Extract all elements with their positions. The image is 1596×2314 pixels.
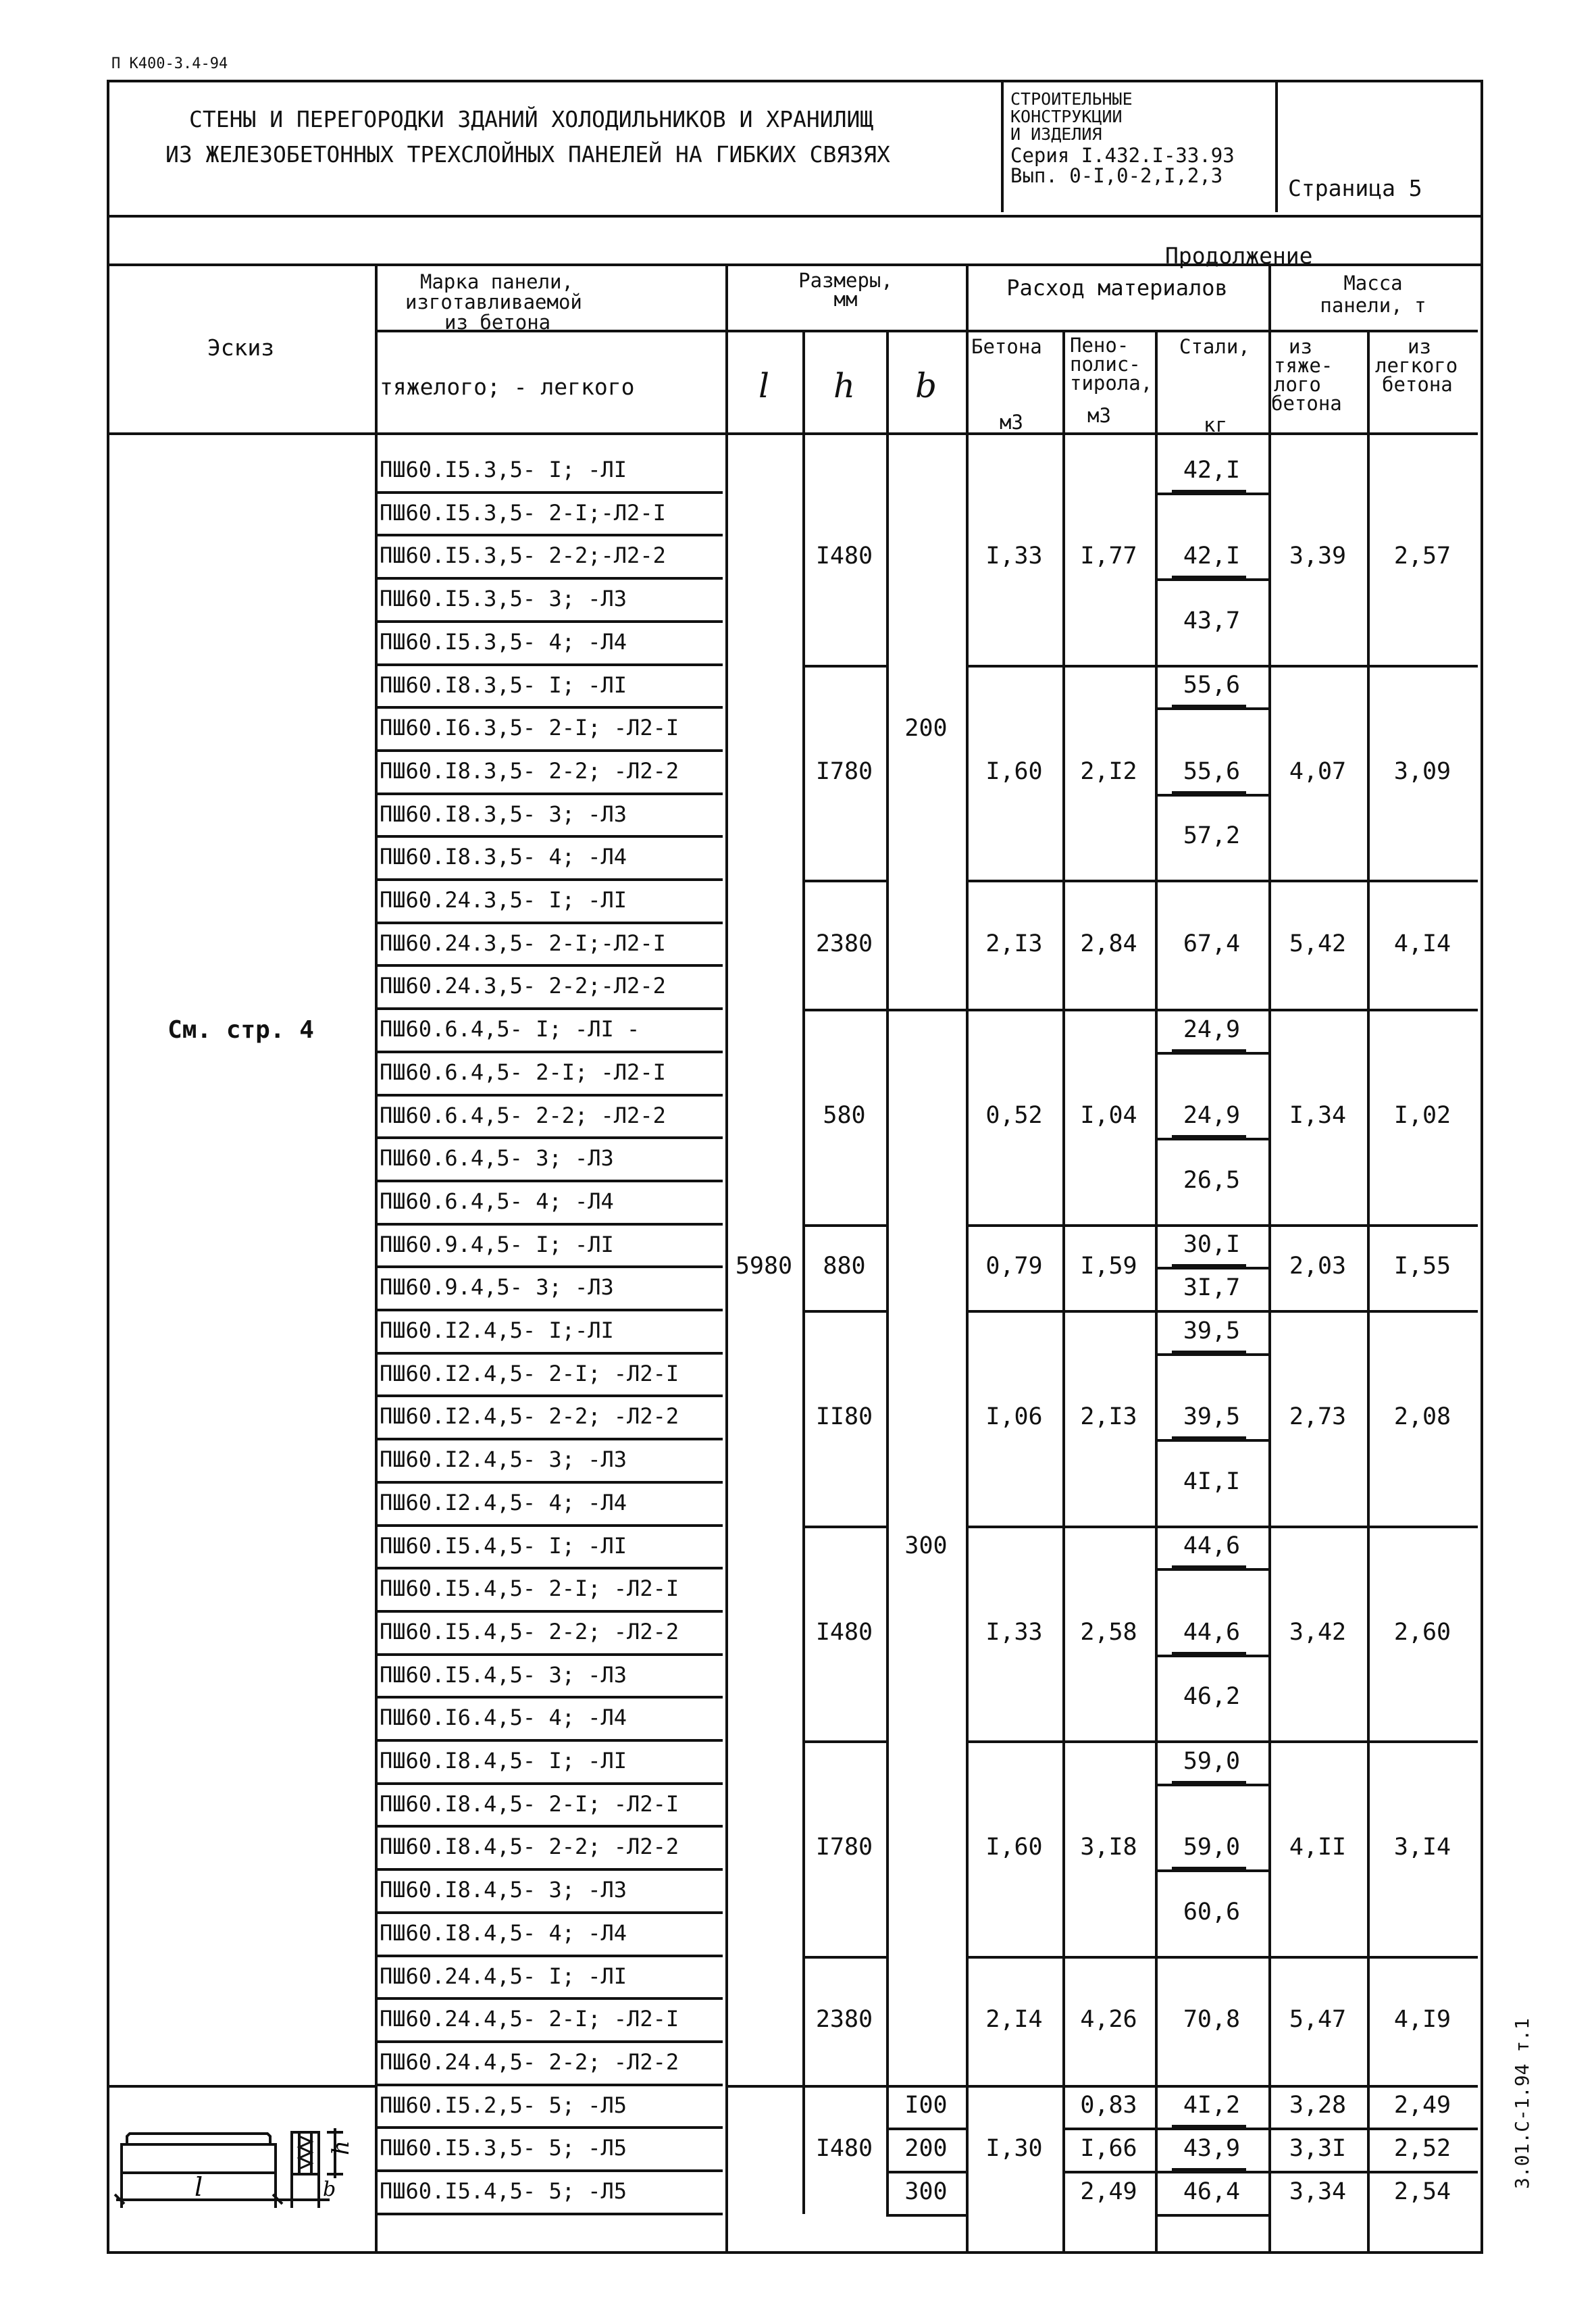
foam-value: 2,49: [1080, 2178, 1137, 2205]
steel-value: 4I,I: [1183, 1467, 1241, 1495]
steel-value: 26,5: [1183, 1166, 1241, 1194]
header-heavy-2: тяже-: [1274, 354, 1333, 377]
panel-mark: ПШ60.9.4,5- I; -ЛI: [380, 1231, 614, 1257]
concrete-value: 0,79: [985, 1253, 1043, 1280]
foam-value: I,59: [1080, 1253, 1137, 1280]
panel-mark: ПШ60.I5.4,5- I; -ЛI: [380, 1532, 627, 1559]
panel-mark: ПШ60.I8.3,5- 2-2; -Л2-2: [380, 757, 679, 784]
steel-value: 55,6: [1183, 672, 1241, 699]
panel-mark: ПШ60.I5.4,5- 2-2; -Л2-2: [380, 1618, 679, 1644]
grid-vline: [802, 330, 805, 2085]
foam-value: I,04: [1080, 1102, 1137, 1130]
grid-vline: [375, 265, 378, 2251]
foam-value: 3,I8: [1080, 1834, 1137, 1861]
title-line-1: СТЕНЫ И ПЕРЕГОРОДКИ ЗДАНИЙ ХОЛОДИЛЬНИКОВ И ХРАНИЛИЩ: [189, 106, 874, 132]
foam-value: 2,I3: [1080, 1403, 1137, 1431]
panel-mark: ПШ60.24.3,5- 2-2;-Л2-2: [380, 973, 666, 999]
h-value: 2380: [815, 930, 873, 957]
sketch-separator: [107, 2085, 375, 2088]
panel-mark: ПШ60.I2.4,5- 2-I; -Л2-I: [380, 1360, 679, 1386]
series-line-1: СТРОИТЕЛЬНЫЕ: [1010, 89, 1133, 109]
header-mark-title-3: из бетона: [444, 311, 551, 334]
b-value: 200: [904, 2135, 948, 2163]
panel-mark: ПШ60.24.3,5- I; -ЛI: [380, 887, 627, 913]
light-mass-value: I,02: [1393, 1102, 1451, 1130]
panel-mark: ПШ60.I5.3,5- 3; -Л3: [380, 586, 627, 612]
heavy-mass-value: 5,42: [1289, 930, 1347, 957]
header-foam-unit: м3: [1087, 404, 1111, 427]
heavy-mass-value: I,34: [1289, 1102, 1347, 1130]
series-line-5: Вып. 0-I,0-2,I,2,3: [1010, 164, 1223, 187]
steel-value: 46,2: [1183, 1683, 1241, 1711]
panel-mark: ПШ60.6.4,5- 4; -Л4: [380, 1188, 614, 1214]
header-h: h: [833, 366, 856, 405]
panel-mark: ПШ60.I8.4,5- 2-I; -Л2-I: [380, 1790, 679, 1817]
panel-mark: ПШ60.I2.4,5- 2-2; -Л2-2: [380, 1403, 679, 1430]
steel-value: 70,8: [1183, 2006, 1241, 2034]
light-mass-value: 2,49: [1393, 2092, 1451, 2119]
h-value: I480: [815, 2135, 873, 2163]
h-value: I780: [815, 1834, 873, 1861]
concrete-value: I,30: [985, 2135, 1043, 2163]
panel-mark: ПШ60.I2.4,5- 4; -Л4: [380, 1489, 627, 1515]
header-mark-sub: тяжелого; - легкого: [380, 374, 635, 400]
concrete-value: 2,I4: [985, 2006, 1043, 2034]
h-value: II80: [815, 1403, 873, 1431]
title-line-2: ИЗ ЖЕЛЕЗОБЕТОННЫХ ТРЕХСЛОЙНЫХ ПАНЕЛЕЙ НА ГИБКИХ СВЯЗЯХ: [165, 141, 890, 168]
header-heavy-3: лого: [1274, 373, 1321, 396]
concrete-value: I,60: [985, 1834, 1043, 1861]
steel-value: 57,2: [1183, 822, 1241, 850]
series-line-4: Серия I.432.I-33.93: [1010, 144, 1235, 167]
panel-mark: ПШ60.I5.3,5- 5; -Л5: [380, 2135, 627, 2161]
steel-value: 42,I: [1183, 543, 1241, 570]
heavy-mass-value: 2,03: [1289, 1253, 1347, 1280]
foam-value: 2,58: [1080, 1618, 1137, 1646]
steel-value: 44,6: [1183, 1532, 1241, 1560]
h-value: I480: [815, 1618, 873, 1646]
l-value: 5980: [735, 1253, 793, 1280]
panel-mark: ПШ60.I8.3,5- 4; -Л4: [380, 844, 627, 870]
series-line-2: КОНСТРУКЦИИ: [1010, 107, 1123, 126]
panel-mark: ПШ60.I6.4,5- 4; -Л4: [380, 1705, 627, 1731]
panel-mark: ПШ60.I8.4,5- 4; -Л4: [380, 1919, 627, 1946]
panel-mark: ПШ60.I5.4,5- 5; -Л5: [380, 2178, 627, 2204]
header-sketch: Эскиз: [207, 334, 275, 361]
header-mark-title-1: Марка панели,: [420, 270, 573, 293]
header-sizes-2: мм: [833, 288, 858, 311]
h-value: 2380: [815, 2006, 873, 2034]
panel-mark: ПШ60.I2.4,5- 3; -Л3: [380, 1447, 627, 1473]
steel-value: 43,9: [1183, 2135, 1241, 2163]
steel-value: 3I,7: [1183, 1274, 1241, 1302]
concrete-value: I,33: [985, 1618, 1043, 1646]
header-b: b: [915, 366, 937, 405]
header-light-2: легкого: [1375, 354, 1458, 377]
h-value: I780: [815, 757, 873, 785]
panel-mark: ПШ60.6.4,5- I; -ЛI -: [380, 1016, 640, 1042]
concrete-value: I,06: [985, 1403, 1043, 1431]
panel-mark: ПШ60.I5.4,5- 2-I; -Л2-I: [380, 1576, 679, 1602]
heavy-mass-value: 3,3I: [1289, 2135, 1347, 2163]
header-steel-unit: кг: [1204, 413, 1227, 436]
heavy-mass-value: 5,47: [1289, 2006, 1347, 2034]
header-light-1: из: [1408, 335, 1431, 358]
header-mark-title-2: изготавливаемой: [405, 291, 582, 313]
light-mass-value: 3,I4: [1393, 1834, 1451, 1861]
foam-value: I,66: [1080, 2135, 1137, 2163]
header-light-3: бетона: [1382, 373, 1453, 396]
header-l: l: [758, 366, 769, 405]
panel-mark: ПШ60.I6.3,5- 2-I; -Л2-I: [380, 715, 679, 741]
side-code: 3.01.С-1.94 т.1: [1511, 2018, 1533, 2189]
steel-value: 67,4: [1183, 930, 1241, 957]
panel-mark: ПШ60.24.3,5- 2-I;-Л2-I: [380, 930, 666, 956]
header-heavy-4: бетона: [1271, 392, 1342, 415]
document-code: П К400-3.4-94: [111, 55, 228, 72]
sketch-label-b: b: [323, 2178, 336, 2201]
header-bottom-line: [107, 432, 1478, 435]
foam-value: 2,I2: [1080, 757, 1137, 785]
heavy-mass-value: 3,39: [1289, 543, 1347, 570]
steel-value: 59,0: [1183, 1834, 1241, 1861]
heavy-mass-value: 3,42: [1289, 1618, 1347, 1646]
light-mass-value: 2,52: [1393, 2135, 1451, 2163]
steel-value: 59,0: [1183, 1747, 1241, 1775]
foam-value: 2,84: [1080, 930, 1137, 957]
header-foam-1: Пено-: [1070, 334, 1129, 357]
light-mass-value: 2,54: [1393, 2178, 1451, 2205]
concrete-value: I,33: [985, 543, 1043, 570]
light-mass-value: 2,60: [1393, 1618, 1451, 1646]
panel-mark: ПШ60.6.4,5- 2-2; -Л2-2: [380, 1102, 666, 1128]
h-value: I480: [815, 543, 873, 570]
concrete-value: I,60: [985, 757, 1043, 785]
steel-value: 24,9: [1183, 1015, 1241, 1043]
steel-value: 30,I: [1183, 1231, 1241, 1259]
table-frame: [107, 211, 1483, 2254]
panel-mark: ПШ60.I8.3,5- I; -ЛI: [380, 672, 627, 698]
h-value: 580: [823, 1102, 866, 1130]
sketch-label-l: l: [195, 2172, 203, 2202]
panel-mark: ПШ60.I8.4,5- 2-2; -Л2-2: [380, 1834, 679, 1860]
heavy-mass-value: 4,II: [1289, 1834, 1347, 1861]
steel-value: 55,6: [1183, 757, 1241, 785]
panel-mark: ПШ60.I5.4,5- 3; -Л3: [380, 1661, 627, 1688]
panel-mark: ПШ60.I8.4,5- I; -ЛI: [380, 1748, 627, 1774]
continuation-label: Продолжение: [1165, 243, 1313, 269]
header-sizes-1: Размеры,: [798, 269, 893, 292]
grid-vline: [886, 330, 889, 2085]
steel-value: 4I,2: [1183, 2092, 1241, 2119]
b-value: 300: [904, 1532, 948, 1560]
header-concrete-unit: м3: [1000, 411, 1023, 434]
grid-vline: [1062, 330, 1065, 2251]
steel-value: 44,6: [1183, 1618, 1241, 1646]
panel-mark: ПШ60.6.4,5- 2-I; -Л2-I: [380, 1059, 666, 1085]
header-concrete: Бетона: [971, 335, 1042, 358]
panel-mark: ПШ60.I5.3,5- 2-I;-Л2-I: [380, 499, 666, 526]
header-heavy-1: из: [1289, 335, 1312, 358]
panel-mark: ПШ60.6.4,5- 3; -Л3: [380, 1145, 614, 1172]
header-foam-2: полис-: [1070, 353, 1141, 376]
sketch-label-h: h: [328, 2140, 355, 2155]
header-materials: Расход материалов: [1006, 275, 1228, 301]
panel-mark: ПШ60.I5.3,5- 2-2;-Л2-2: [380, 543, 666, 569]
light-mass-value: 4,I9: [1393, 2006, 1451, 2034]
steel-value: 46,4: [1183, 2178, 1241, 2205]
light-mass-value: 4,I4: [1393, 930, 1451, 957]
panel-mark: ПШ60.I2.4,5- I;-ЛI: [380, 1317, 614, 1343]
heavy-mass-value: 3,34: [1289, 2178, 1347, 2205]
header-mass-1: Масса: [1343, 272, 1403, 295]
panel-mark: ПШ60.I8.4,5- 3; -Л3: [380, 1877, 627, 1903]
foam-value: 4,26: [1080, 2006, 1137, 2034]
concrete-value: 2,I3: [985, 930, 1043, 957]
steel-value: 42,I: [1183, 456, 1241, 484]
steel-value: 43,7: [1183, 607, 1241, 634]
light-mass-value: 2,08: [1393, 1403, 1451, 1431]
header-mass-2: панели, т: [1320, 294, 1426, 317]
steel-value: 24,9: [1183, 1102, 1241, 1130]
heavy-mass-value: 4,07: [1289, 757, 1347, 785]
panel-mark: ПШ60.9.4,5- 3; -Л3: [380, 1274, 614, 1301]
panel-mark: ПШ60.I5.2,5- 5; -Л5: [380, 2092, 627, 2118]
heavy-mass-value: 2,73: [1289, 1403, 1347, 1431]
see-page-label: См. стр. 4: [168, 1015, 314, 1044]
page-label: Страница 5: [1288, 175, 1422, 201]
foam-value: I,77: [1080, 543, 1137, 570]
b-value: 200: [904, 715, 948, 743]
panel-sketch: [109, 2107, 373, 2248]
steel-value: 39,5: [1183, 1317, 1241, 1344]
foam-value: 0,83: [1080, 2092, 1137, 2119]
b-value: I00: [904, 2092, 948, 2119]
light-mass-value: I,55: [1393, 1253, 1451, 1280]
series-line-3: И ИЗДЕЛИЯ: [1010, 124, 1102, 144]
light-mass-value: 2,57: [1393, 543, 1451, 570]
panel-mark: ПШ60.I5.3,5- I; -ЛI: [380, 457, 627, 482]
steel-value: 60,6: [1183, 1898, 1241, 1926]
concrete-value: 0,52: [985, 1102, 1043, 1130]
grid-vline: [1367, 330, 1370, 2251]
header-foam-3: тирола,: [1070, 372, 1153, 395]
heavy-mass-value: 3,28: [1289, 2092, 1347, 2119]
steel-value: 39,5: [1183, 1403, 1241, 1431]
panel-mark: ПШ60.I5.3,5- 4; -Л4: [380, 628, 627, 655]
light-mass-value: 3,09: [1393, 757, 1451, 785]
panel-mark: ПШ60.24.4,5- 2-2; -Л2-2: [380, 2048, 679, 2075]
header-steel: Стали,: [1179, 335, 1250, 358]
panel-mark: ПШ60.24.4,5- 2-I; -Л2-I: [380, 2006, 679, 2032]
h-value: 880: [823, 1253, 866, 1280]
panel-mark: ПШ60.I8.3,5- 3; -Л3: [380, 801, 627, 827]
panel-mark: ПШ60.24.4,5- I; -ЛI: [380, 1963, 627, 1989]
b-value: 300: [904, 2178, 948, 2205]
